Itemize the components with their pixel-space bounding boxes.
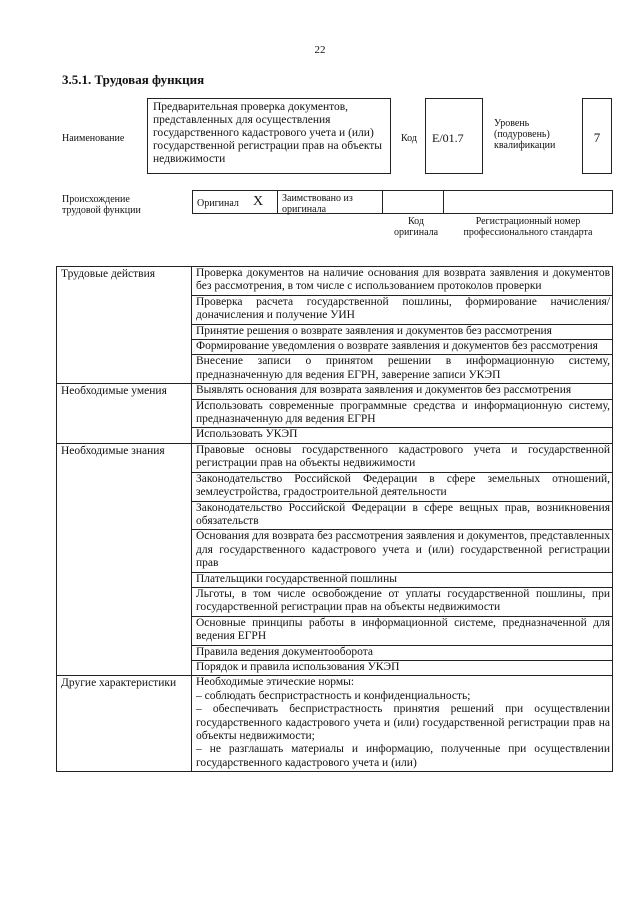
- function-details-table: [56, 266, 613, 772]
- table-cell: Проверка документов на наличие основания для возврата заявления и документов без рассмотрения, в том числе с использованием протоколов проверки: [192, 267, 613, 296]
- category-cell: Трудовые действия: [57, 267, 192, 384]
- table-cell: Формирование уведомления о возврате заявления и документов без рассмотрения: [192, 340, 613, 355]
- code-caption: Код оригинала: [393, 216, 439, 238]
- code-box: [425, 98, 483, 174]
- table-cell: Законодательство Российской Федерации в сфере вещных прав, возникновения обязательств: [192, 501, 613, 530]
- borrowed-cell: [277, 190, 383, 214]
- text-line: Необходимые этические нормы:: [196, 676, 355, 689]
- table-cell: Правила ведения документооборота: [192, 645, 613, 660]
- function-name-value: Предварительная проверка документов, представленных для осуществления государственного кадастрового учета и (или) государственной регистрации прав на объекты недвижимости: [153, 101, 383, 165]
- category-cell: Необходимые знания: [57, 443, 192, 676]
- table-cell: Законодательство Российской Федерации в сфере земельных отношений, землеустройства, градостроительной деятельности: [192, 472, 613, 501]
- original-code-cell: [382, 190, 444, 214]
- reg-caption: Регистрационный номер профессионального стандарта: [463, 216, 593, 238]
- table-cell: Плательщики государственной пошлины: [192, 572, 613, 587]
- name-label: Наименование: [62, 133, 125, 144]
- original-mark: X: [253, 194, 264, 209]
- level-label: Уровень (подуровень) квалификации: [494, 118, 556, 151]
- other-characteristics-cell: [192, 676, 613, 772]
- origin-label: Происхождение трудовой функции: [62, 194, 141, 216]
- text-line: – обеспечивать беспристрастность принятия решений при осуществлении государственного кадастрового учета и (или) государственной регистрации прав на объекты недвижимости;: [196, 703, 610, 742]
- level-value: 7: [593, 130, 601, 145]
- code-label: Код: [401, 133, 417, 144]
- table-cell: Основания для возврата без рассмотрения заявления и документов, представленных для государственного кадастрового учета и (или) государственной регистрации прав: [192, 530, 613, 572]
- table-cell: Принятие решения о возврате заявления и документов без рассмотрения: [192, 324, 613, 339]
- table-row: [57, 676, 613, 772]
- borrowed-label: Заимствовано из оригинала: [282, 193, 353, 215]
- text-line: – не разглашать материалы и информацию, полученные при осуществлении государственного кадастрового учета и (или): [196, 743, 610, 769]
- table-row: [57, 384, 613, 399]
- table-cell: Проверка расчета государственной пошлины, формирование начисления/доначисления и получение УИН: [192, 295, 613, 324]
- table-row: [57, 267, 613, 296]
- level-box: [582, 98, 612, 174]
- table-cell: Использовать УКЭП: [192, 428, 613, 443]
- reg-number-cell: [443, 190, 613, 214]
- table-cell: Внесение записи о принятом решении в информационную систему, предназначенную для ведения ЕГРН, заверение записи УКЭП: [192, 355, 613, 384]
- table-cell: Использовать современные программные средства и информационную систему, предназначенную для ведения ЕГРН: [192, 399, 613, 428]
- category-cell: Необходимые умения: [57, 384, 192, 444]
- code-value: E/01.7: [432, 131, 464, 145]
- function-name-box: [147, 98, 391, 174]
- page-number: 22: [314, 44, 326, 56]
- table-cell: Основные принципы работы в информационной системе, предназначенной для ведения ЕГРН: [192, 616, 613, 645]
- text-line: – соблюдать беспристрастность и конфиденциальность;: [196, 689, 471, 702]
- category-cell: Другие характеристики: [57, 676, 192, 772]
- section-title: 3.5.1. Трудовая функция: [62, 72, 205, 87]
- table-cell: Правовые основы государственного кадастрового учета и государственной регистрации прав на объекты недвижимости: [192, 443, 613, 472]
- original-cell: [192, 190, 278, 214]
- original-label: Оригинал: [197, 198, 239, 209]
- table-row: [57, 443, 613, 472]
- table-cell: Выявлять основания для возврата заявления и документов без рассмотрения: [192, 384, 613, 399]
- table-cell: Порядок и правила использования УКЭП: [192, 660, 613, 675]
- table-cell: Льготы, в том числе освобождение от уплаты государственной пошлины, при государственной регистрации прав на объекты недвижимости: [192, 587, 613, 616]
